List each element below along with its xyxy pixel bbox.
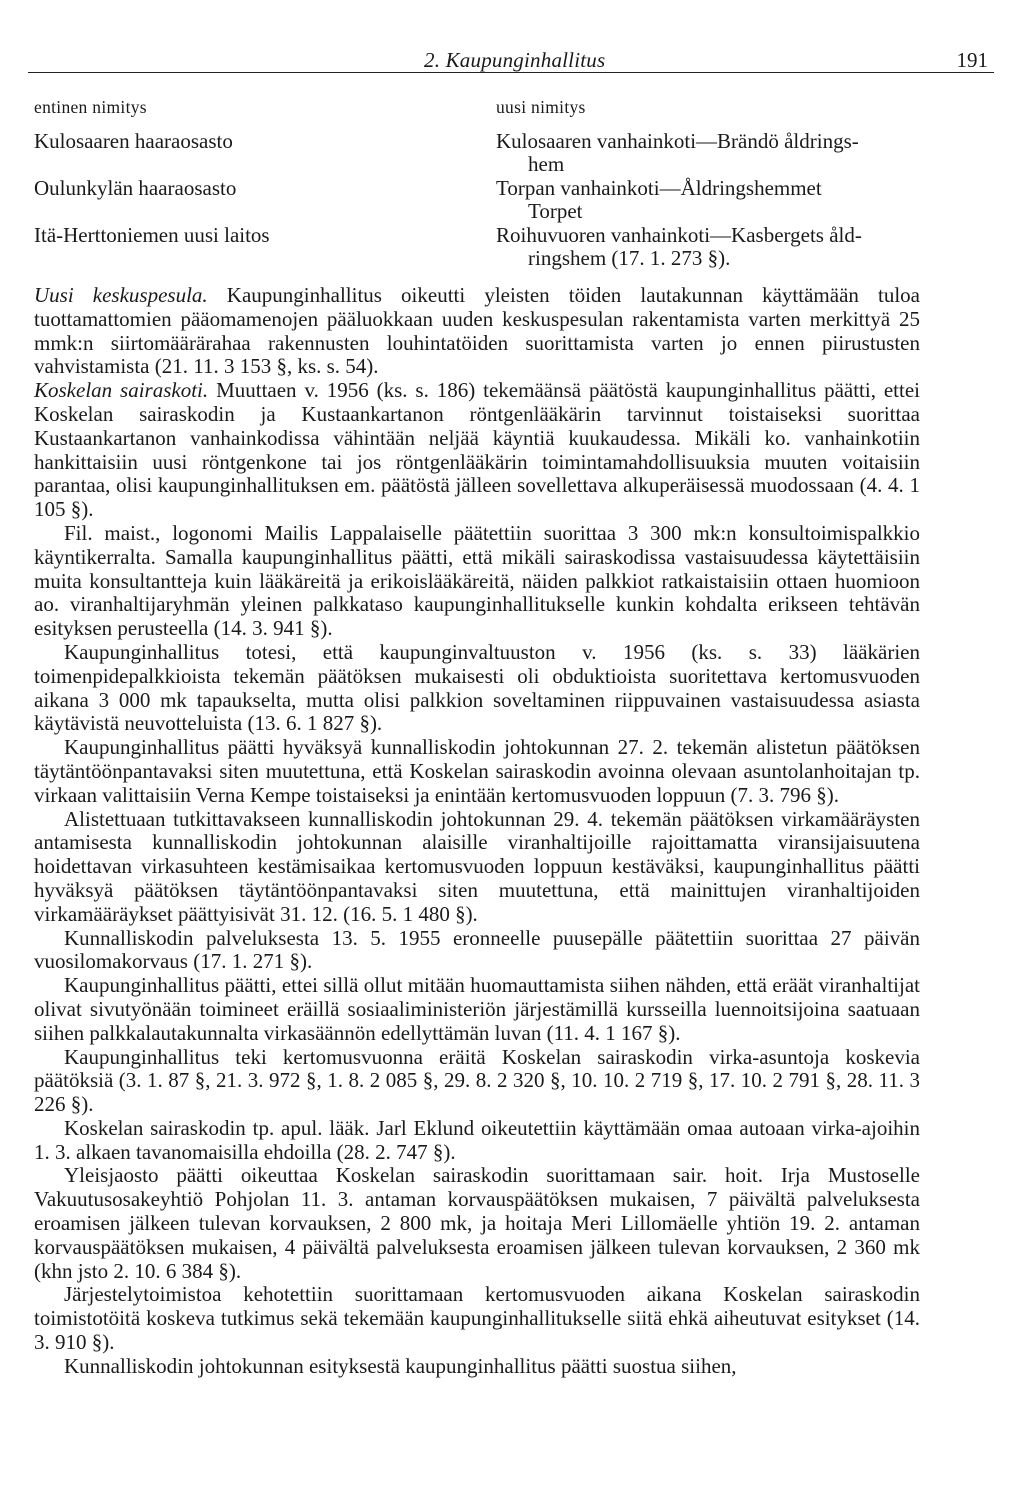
section-title: 2. Kaupunginhallitus [424,48,606,72]
paragraph: Kunnalliskodin palveluksesta 13. 5. 1955 eronneelle puusepälle päätettiin suorittaa 27 päivän vuosilomakorvaus (17. 1. 271 §). [34,925,920,974]
old-name-heading: entinen nimitys [34,97,147,117]
new-name-1-line-1: Kulosaaren vanhainkoti—Brändö åldrings- [496,128,859,153]
paragraph: Fil. maist., logonomi Mailis Lappalaiselle päätettiin suorittaa 3 300 mk:n konsultoimispalkkio käyntikerralta. Samalla kaupunginhallitus päätti, että mikäli sairaskodissa vastaisuudessa käytettäisiin muita konsultantteja kuin lääkäreitä ja erikoislääkäreitä, näiden palkkiot ratkaistaisiin ottaen huomioon ao. viranhaltijaryhmän yleinen palkkataso kaupunginhallitukselle kunkin kohdalta erikseen tehtävän esityksen perusteella (14. 3. 941 §). [34,520,920,641]
paragraph-koskela [34,379,920,522]
paragraph: Alistettuaan tutkittavakseen kunnalliskodin johtokunnan 29. 4. tekemän päätöksen virkamääräysten antamisesta kunnalliskodin johtokunnan alaisille viranhaltijoille rajoittamatta viransijaisuutena hoidettavan virkasuhteen kestämisaikaa kertomusvuoden loppuun kestäväksi, kaupunginhallitus päätti hyväksyä päätöksen täytäntöönpantavaksi siten muutettuna, että mainittujen viranhaltijoiden virkamääräykset päättyisivät 31. 12. (16. 5. 1 480 §). [34,806,920,926]
paragraph: Kunnalliskodin johtokunnan esityksestä kaupunginhallitus päätti suostua siihen, [64,1353,737,1378]
paragraph-heading: Koskelan sairaskoti. [34,378,209,403]
rename-table [34,96,994,271]
paragraph-text: Kaupunginhallitus oikeutti yleisten töiden lautakunnan käyttämään tuloa tuottamattomien pääomamenojen pääluokkaan uuden keskuspesulan rakentamista varten merkittyä 25 mmk:n siirtomäärärahaa rakennusten louhintatöiden suorittamista varten jo ennen piirustusten vahvistamista (21. 11. 3 153 §, ks. s. 54). [34,283,921,379]
paragraph: Kaupunginhallitus päätti, ettei sillä ollut mitään huomauttamista siihen nähden, että eräät viranhaltijat olivat sivutyönään toimineet eräillä sosiaaliministeriön järjestämillä kursseilla luennoitsijoina saatuaan siihen palkkalautakunnalta virkasäännön edellyttämän luvan (11. 4. 1 167 §). [34,973,920,1045]
paragraph: Yleisjaosto päätti oikeuttaa Koskelan sairaskodin suorittamaan sair. hoit. Irja Mustoselle Vakuutusosakeyhtiö Pohjolan 11. 3. antaman korvauspäätöksen mukaisen, 7 päivältä palveluksesta eroamisen jälkeen tulevan korvauksen, 2 800 mk, ja hoitaja Meri Lillomäelle yhtiön 19. 2. antaman korvauspäätöksen mukaisen, 4 päivältä palveluksesta eroamisen jälkeen tulevan korvauksen, 2 360 mk (khn jsto 2. 10. 6 384 §). [34,1163,920,1283]
paragraph: Kaupunginhallitus teki kertomusvuonna eräitä Koskelan sairaskodin virka-asuntoja koskevia päätöksiä (3. 1. 87 §, 21. 3. 972 §, 1. 8. 2 085 §, 29. 8. 2 320 §, 10. 10. 2 719 §, 17. 10. 2 791 §, 28. 11. 3 226 §). [34,1044,920,1117]
page-number: 191 [956,48,988,72]
body-text [34,284,920,1379]
old-name-2: Oulunkylän haaraosasto [34,175,237,200]
new-name-2-line-2: Torpet [528,199,583,223]
paragraph: Kaupunginhallitus päätti hyväksyä kunnalliskodin johtokunnan 27. 2. tekemän alistetun päätöksen täytäntöönpantavaksi siten muutettuna, että Koskelan sairaskodin avoinna olevaan asuntolanhoitajan tp. virkaan valittaisiin Verna Kempe toistaiseksi ja enintään kertomusvuoden loppuun (7. 3. 796 §). [34,735,920,807]
paragraph-keskuspesula [34,284,920,379]
new-name-3-line-2: ringshem (17. 1. 273 §). [528,246,731,270]
new-name-heading: uusi nimitys [496,97,586,117]
new-name-3 [496,224,994,271]
paragraph: Kaupunginhallitus totesi, että kaupunginvaltuuston v. 1956 (ks. s. 33) lääkärien toimenpidepalkkioista tekemän päätöksen mukaisesti oli obduktioista suoritettava kertomusvuoden aikana 3 000 mk tapaukselta, mutta olisi palkkion soveltaminen riippuvainen vastaisuudessa asiasta käytävistä neuvotteluista (13. 6. 1 827 §). [34,639,920,736]
paragraph-heading: Uusi keskuspesula. [34,283,208,307]
old-name-3: Itä-Herttoniemen uusi laitos [34,222,270,247]
new-name-3-line-1: Roihuvuoren vanhainkoti—Kasbergets åld- [496,222,862,247]
paragraph: Järjestelytoimistoa kehotettiin suorittamaan kertomusvuoden aikana Koskelan sairaskodin toimistotöitä koskeva tutkimus sekä tekemään kaupunginhallitukselle siitä ehkä aiheutuvat esitykset (14. 3. 910 §). [34,1282,920,1355]
running-header [28,44,994,73]
paragraph-text: Muuttaen v. 1956 (ks. s. 186) tekemäänsä päätöstä kaupunginhallitus päätti, ettei Koskelan sairaskodin ja Kustaankartanon röntgenlääkärin tarvinnut toistaiseksi suorittaa Kustaankartanon vanhainkodissa vähintään neljää käyntiä kuukaudessa. Mikäli ko. vanhainkotiin hankittaisiin uusi röntgenkone tai jos röntgenlääkärin toimintamahdollisuuksia muuten voitaisiin parantaa, olisi kaupunginhallituksen em. päätöstä jälleen sovellettava alkuperäisessä muodossaan (4. 4. 1 105 §). [34,378,921,522]
new-name-1 [496,130,994,177]
new-name-2-line-1: Torpan vanhainkoti—Åldringshemmet [496,175,822,200]
new-name-2 [496,177,994,224]
old-name-1: Kulosaaren haaraosasto [34,128,233,153]
paragraph: Koskelan sairaskodin tp. apul. lääk. Jarl Eklund oikeutettiin käyttämään omaa autoaan virka-ajoihin 1. 3. alkaen tavanomaisilla ehdoilla (28. 2. 747 §). [34,1115,920,1164]
new-name-1-line-2: hem [528,152,565,176]
